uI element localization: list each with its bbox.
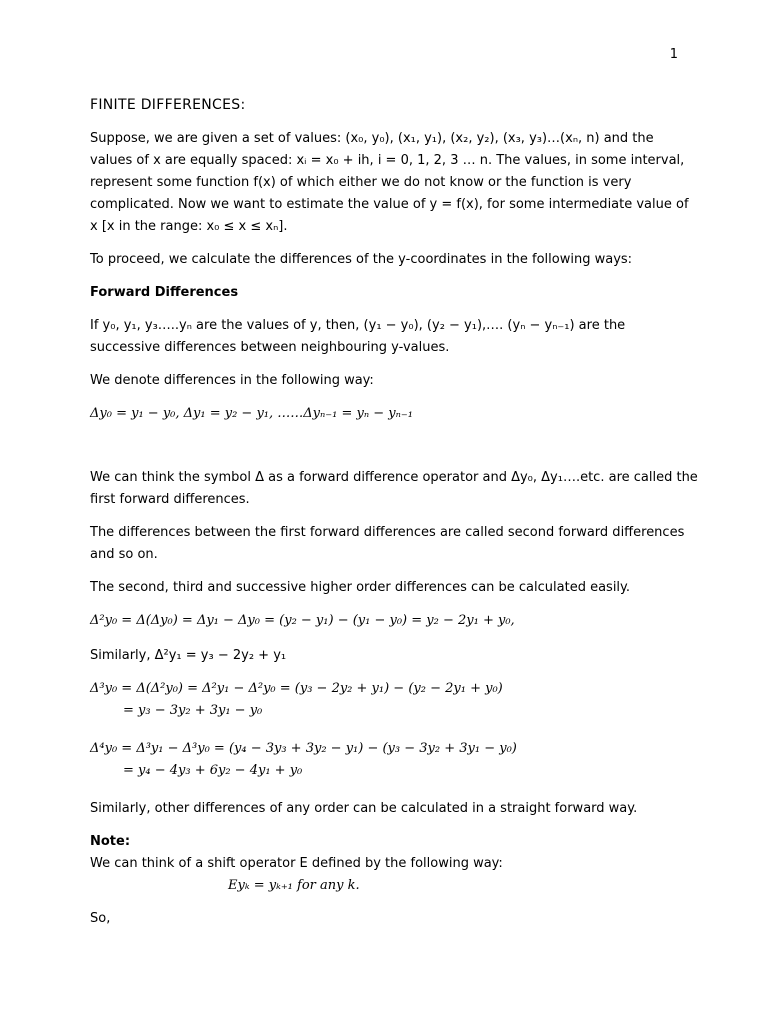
proceed-paragraph: To proceed, we calculate the differences of the y-coordinates in the following ways: (90, 252, 633, 267)
operator-line-1: We can think the symbol Δ as a forward difference operator and Δy₀, Δy₁….etc. are called the (90, 470, 698, 485)
intro-line-2: values of x are equally spaced: xᵢ = x₀ + ih, i = 0, 1, 2, 3 … n. The values, in some interval, (90, 153, 685, 168)
shift-operator-paragraph: We can think of a shift operator E defined by the following way: (90, 856, 503, 871)
intro-line-1: Suppose, we are given a set of values: (x₀, y₀), (x₁, y₁), (x₂, y₂), (x₃, y₃)…(xₙ, n) and the (90, 131, 654, 146)
page-title: FINITE DIFFERENCES: (90, 97, 246, 113)
denote-paragraph: We denote differences in the following way: (90, 373, 374, 388)
similarly-paragraph: Similarly, other differences of any order can be calculated in a straight forward way. (90, 801, 638, 816)
second-differences-line-1: The differences between the first forward differences are called second forward differences (90, 525, 685, 540)
equation-similarly-second: Similarly, Δ²y₁ = y₃ − 2y₂ + y₁ (90, 648, 287, 663)
page-number: 1 (669, 47, 678, 62)
operator-line-2: first forward differences. (90, 492, 250, 507)
equation-fourth-difference-result: = y₄ − 4y₃ + 6y₂ − 4y₁ + y₀ (123, 763, 303, 778)
equation-fourth-difference: Δ⁴y₀ = Δ³y₁ − Δ³y₀ = (y₄ − 3y₃ + 3y₂ − y₁) − (y₃ − 3y₂ + 3y₁ − y₀) (90, 741, 517, 756)
values-line-2: successive differences between neighbouring y-values. (90, 340, 450, 355)
intro-line-4: complicated. Now we want to estimate the value of y = f(x), for some intermediate value of (90, 197, 689, 212)
forward-differences-heading: Forward Differences (90, 285, 239, 300)
intro-line-5: x [x in the range: x₀ ≤ x ≤ xₙ]. (90, 219, 288, 234)
intro-line-3: represent some function f(x) of which either we do not know or the function is very (90, 175, 632, 190)
equation-first-differences: Δy₀ = y₁ − y₀, Δy₁ = y₂ − y₁, ……Δyₙ₋₁ = yₙ − yₙ₋₁ (90, 406, 413, 421)
equation-third-difference: Δ³y₀ = Δ(Δ²y₀) = Δ²y₁ − Δ²y₀ = (y₃ − 2y₂ + y₁) − (y₂ − 2y₁ + y₀) (90, 681, 503, 696)
note-heading: Note: (90, 834, 131, 849)
values-line-1: If y₀, y₁, y₃…..yₙ are the values of y, then, (y₁ − y₀), (y₂ − y₁),…. (yₙ − yₙ₋₁) are the (90, 318, 626, 333)
equation-shift-operator: Eyₖ = yₖ₊₁ for any k. (228, 878, 360, 893)
equation-second-difference: Δ²y₀ = Δ(Δy₀) = Δy₁ − Δy₀ = (y₂ − y₁) − (y₁ − y₀) = y₂ − 2y₁ + y₀, (90, 613, 515, 628)
second-differences-line-2: and so on. (90, 547, 158, 562)
equation-third-difference-result: = y₃ − 3y₂ + 3y₁ − y₀ (123, 703, 263, 718)
higher-order-paragraph: The second, third and successive higher order differences can be calculated easily. (90, 580, 631, 595)
so-paragraph: So, (90, 911, 111, 926)
